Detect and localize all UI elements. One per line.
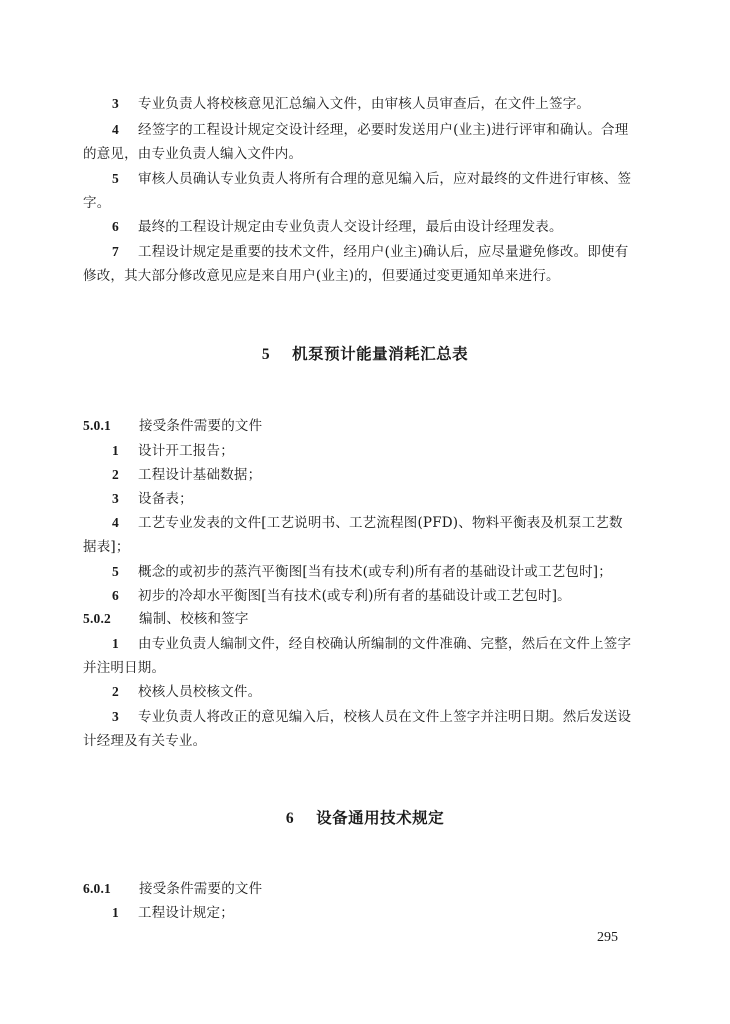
list-item: [112, 242, 702, 262]
page-number: 295: [597, 930, 618, 945]
list-item: [112, 682, 702, 702]
section-heading: [0, 806, 730, 828]
item-text: 设计开工报告；: [138, 443, 234, 459]
list-item: [112, 586, 702, 606]
section-title: 设备通用技术规定: [316, 809, 445, 827]
item-number: 3: [112, 491, 119, 506]
item-text: 专业负责人将改正的意见编入后，校核人员在文件上签字并注明日期。然后发送设: [138, 709, 632, 725]
item-number: 6: [112, 588, 119, 603]
item-text: 由专业负责人编制文件，经自校确认所编制的文件准确、完整，然后在文件上签字: [138, 636, 632, 652]
item-number: 4: [112, 515, 119, 530]
item-number: 3: [112, 709, 119, 724]
clause-title: 接受条件需要的文件: [139, 418, 263, 434]
clause-number: 6.0.1: [83, 881, 111, 896]
clause-number: 5.0.2: [83, 611, 111, 626]
clause-heading: [83, 879, 673, 899]
item-text: 工程设计规定；: [138, 905, 234, 921]
section-title: 机泵预计能量消耗汇总表: [292, 345, 469, 363]
list-item: [112, 465, 702, 485]
item-continuation: 据表]；: [83, 539, 130, 555]
item-number: 5: [112, 171, 119, 186]
clause-number: 5.0.1: [83, 418, 111, 433]
section-number: 5: [261, 346, 271, 363]
list-item: [112, 441, 702, 461]
item-text: 工程设计基础数据；: [138, 467, 262, 483]
item-continuation: 并注明日期。: [83, 660, 166, 676]
item-number: 2: [112, 684, 119, 699]
item-text: 初步的冷却水平衡图[当有技术(或专利)所有者的基础设计或工艺包时]。: [138, 588, 571, 604]
list-item: [112, 903, 702, 923]
item-number: 1: [112, 636, 119, 651]
item-text: 最终的工程设计规定由专业负责人交设计经理，最后由设计经理发表。: [138, 219, 563, 235]
clause-heading: [83, 609, 673, 629]
item-number: 3: [112, 96, 119, 111]
item-number: 4: [112, 122, 119, 137]
item-text: 概念的或初步的蒸汽平衡图[当有技术(或专利)所有者的基础设计或工艺包时]；: [138, 564, 612, 580]
item-number: 5: [112, 564, 119, 579]
item-text: 校核人员校核文件。: [138, 684, 262, 700]
clause-heading: [83, 416, 673, 436]
list-item: [112, 634, 702, 654]
item-text: 专业负责人将校核意见汇总编入文件，由审核人员审查后，在文件上签字。: [138, 96, 591, 112]
item-continuation: 字。: [83, 195, 111, 211]
list-item: [112, 94, 702, 114]
section-heading: [0, 342, 730, 364]
item-text: 经签字的工程设计规定交设计经理，必要时发送用户(业主)进行评审和确认。合理: [138, 122, 629, 138]
section-number: 6: [285, 810, 295, 827]
list-item: [112, 513, 702, 533]
item-continuation: 计经理及有关专业。: [83, 733, 207, 749]
item-continuation: 的意见，由专业负责人编入文件内。: [83, 146, 303, 162]
item-continuation: 修改，其大部分修改意见应是来自用户(业主)的，但要通过变更通知单来进行。: [83, 268, 560, 284]
list-item: [112, 489, 702, 509]
list-item: [112, 217, 702, 237]
list-item: [112, 120, 702, 140]
list-item: [112, 169, 702, 189]
item-text: 工艺专业发表的文件[工艺说明书、工艺流程图(PFD)、物料平衡表及机泵工艺数: [138, 515, 623, 531]
item-text: 工程设计规定是重要的技术文件，经用户(业主)确认后，应尽量避免修改。即使有: [138, 244, 629, 260]
list-item: [112, 707, 702, 727]
list-item: [112, 562, 702, 582]
item-number: 1: [112, 905, 119, 920]
item-text: 设备表；: [138, 491, 193, 507]
item-text: 审核人员确认专业负责人将所有合理的意见编入后，应对最终的文件进行审核、签: [138, 171, 632, 187]
item-number: 1: [112, 443, 119, 458]
item-number: 6: [112, 219, 119, 234]
item-number: 7: [112, 244, 119, 259]
clause-title: 接受条件需要的文件: [139, 881, 263, 897]
item-number: 2: [112, 467, 119, 482]
clause-title: 编制、校核和签字: [139, 611, 249, 627]
